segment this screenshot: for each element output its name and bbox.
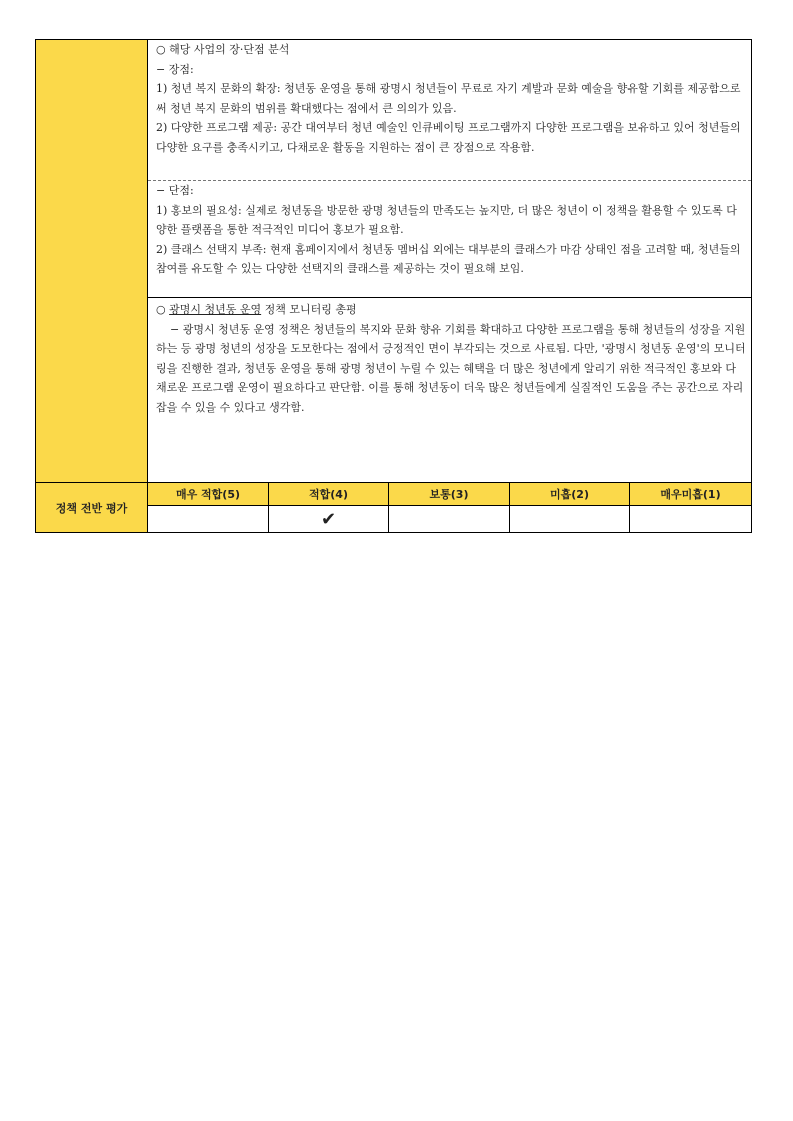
rating-header-3: 보통(3) bbox=[389, 483, 510, 506]
summary-heading-underlined: 광명시 청년동 운영 bbox=[169, 303, 262, 316]
evaluation-table bbox=[35, 39, 752, 533]
rating-cell-3[interactable] bbox=[389, 506, 510, 533]
rating-header-1: 매우미흡(1) bbox=[630, 483, 752, 506]
cons-block bbox=[148, 181, 751, 298]
rating-cell-4[interactable] bbox=[269, 506, 389, 533]
rating-header-2: 미흡(2) bbox=[510, 483, 630, 506]
analysis-content-cell bbox=[148, 40, 752, 483]
rating-cell-5[interactable] bbox=[148, 506, 269, 533]
pros-item-2: 2) 다양한 프로그램 제공: 공간 대여부터 청년 예술인 인큐베이팅 프로그램까지 다양한 프로그램을 보유하고 있어 청년들의 다양한 요구를 충족시키고, 다채로운 활동을 지원하는 점이 큰 장점으로 작용함. bbox=[156, 121, 741, 154]
rating-header-5: 매우 적합(5) bbox=[148, 483, 269, 506]
section1-heading: ○ 해당 사업의 장·단점 분석 bbox=[156, 43, 290, 56]
rating-cell-1[interactable] bbox=[630, 506, 752, 533]
pros-block bbox=[148, 40, 751, 181]
pros-label: − 장점: bbox=[156, 62, 194, 76]
summary-block bbox=[148, 298, 751, 482]
rating-header-4: 적합(4) bbox=[269, 483, 389, 506]
rating-label: 정책 전반 평가 bbox=[36, 483, 148, 533]
summary-heading bbox=[156, 300, 746, 320]
summary-heading-prefix: ○ bbox=[156, 303, 170, 316]
summary-body: − 광명시 청년동 운영 정책은 청년들의 복지와 문화 향유 기회를 확대하고 다양한 프로그램을 통해 청년들의 성장을 지원하는 등 광명 청년의 성장을 도모한다는 점에서 긍정적인 면이 부각되는 것으로 사료됨. 다만, '광명시 청년동 운영'의 모니터링을 진행한 결과, 청년동 운영을 통해 광명 청년이 누릴 수 있는 혜택을 더 많은 청년에게 알리기 위한 적극적인 홍보와 다채로운 프로그램 운영이 필요하다고 판단함. 이를 통해 청년동이 더욱 많은 청년들에게 실질적인 도움을 주는 공간으로 자리 잡을 수 있을 수 있다고 생각함. bbox=[156, 322, 746, 414]
rating-cell-2[interactable] bbox=[510, 506, 630, 533]
check-mark-icon: ✔ bbox=[320, 508, 337, 530]
cons-item-1: 1) 홍보의 필요성: 실제로 청년동을 방문한 광명 청년들의 만족도는 높지만, 더 많은 청년이 이 정책을 활용할 수 있도록 다양한 플랫폼을 통한 적극적인 미디어 홍보가 필요함. bbox=[156, 203, 737, 236]
summary-heading-suffix: 정책 모니터링 총평 bbox=[261, 303, 357, 316]
left-label-cell bbox=[36, 40, 148, 483]
cons-item-2: 2) 클래스 선택지 부족: 현재 홈페이지에서 청년동 멤버십 외에는 대부분의 클래스가 마감 상태인 점을 고려할 때, 청년들의 참여를 유도할 수 있는 다양한 선택지의 클래스를 제공하는 것이 필요해 보임. bbox=[156, 242, 741, 275]
pros-item-1: 1) 청년 복지 문화의 확장: 청년동 운영을 통해 광명시 청년들이 무료로 자기 계발과 문화 예술을 향유할 기회를 제공함으로써 청년 복지 문화의 범위를 확대했다는 점에서 큰 의의가 있음. bbox=[156, 82, 741, 115]
cons-label: − 단점: bbox=[156, 184, 194, 197]
